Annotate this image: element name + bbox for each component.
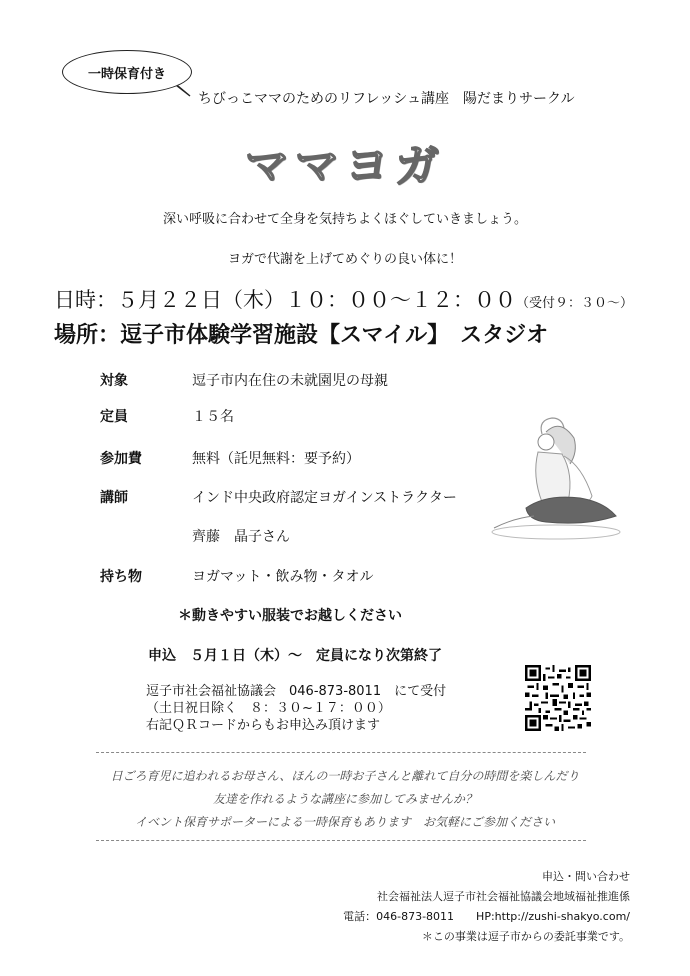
childcare-badge: 一時保育付き [62,50,192,94]
divider-top [96,752,586,753]
contact-phone: 逗子市社会福祉協議会 046-873-8011 にて受付 [146,684,447,699]
detail-label-target: 対象 [100,373,128,389]
reception-time: （受付９：３０～） [516,296,634,311]
event-date-time: 日時：５月２２日（木）１０：００～１２：００ [54,288,516,312]
contact-qr-note: 右記ＱＲコードからもお申込み頂けます [146,718,381,733]
lead-text-1: 深い呼吸に合わせて全身を気持ちよくほぐしていきましょう。 [162,212,527,227]
footer-contact-info: 電話：046-873-8011 HP:http://zushi-shakyo.com/ [343,910,630,923]
contact-hours: （土日祝日除く ８：３０~１７：００） [146,701,391,716]
qr-code[interactable] [525,665,591,731]
event-datetime [54,284,633,314]
detail-value-fee: 無料（託児無料：要予約） [192,451,360,467]
detail-value-capacity: １５名 [192,409,234,425]
message-line-1: 日ごろ育児に追われるお母さん、ほんの一時お子さんと離れて自分の時間を楽しんだり [110,769,580,783]
detail-label-capacity: 定員 [100,409,128,425]
detail-label-fee: 参加費 [100,451,142,467]
yoga-pose-illustration [486,410,622,546]
divider-bottom [96,840,586,841]
subtitle: ちびっこママのためのリフレッシュ講座 陽だまりサークル [198,91,575,107]
detail-value-belongings: ヨガマット・飲み物・タオル [192,569,374,585]
footer-inquiry-label: 申込・問い合わせ [542,870,630,883]
detail-value-instructor-name: 齊藤 晶子さん [192,529,290,545]
detail-label-belongings: 持ち物 [100,569,142,585]
attire-note: ＊動きやすい服装でお越しください [178,608,402,624]
lead-text-2: ヨガで代謝を上げてめぐりの良い体に！ [227,252,462,267]
page-title: ママヨガ [245,141,445,192]
detail-value-target: 逗子市内在住の未就園児の母親 [192,373,388,389]
detail-label-instructor: 講師 [100,490,128,506]
message-line-3: イベント保育サポーターによる一時保育もあります お気軽にご参加ください [134,815,555,829]
footer-organization: 社会福祉法人逗子市社会福祉協議会地域福祉推進係 [377,890,630,903]
event-place: 場所：逗子市体験学習施設【スマイル】 スタジオ [54,323,549,348]
detail-value-instructor: インド中央政府認定ヨガインストラクター [192,490,457,506]
application-period: 申込 ５月１日（木）～ 定員になり次第終了 [148,648,442,664]
footer-commission-note: ＊この事業は逗子市からの委託事業です。 [421,930,630,943]
message-line-2: 友達を作れるような講座に参加してみませんか？ [212,792,477,806]
